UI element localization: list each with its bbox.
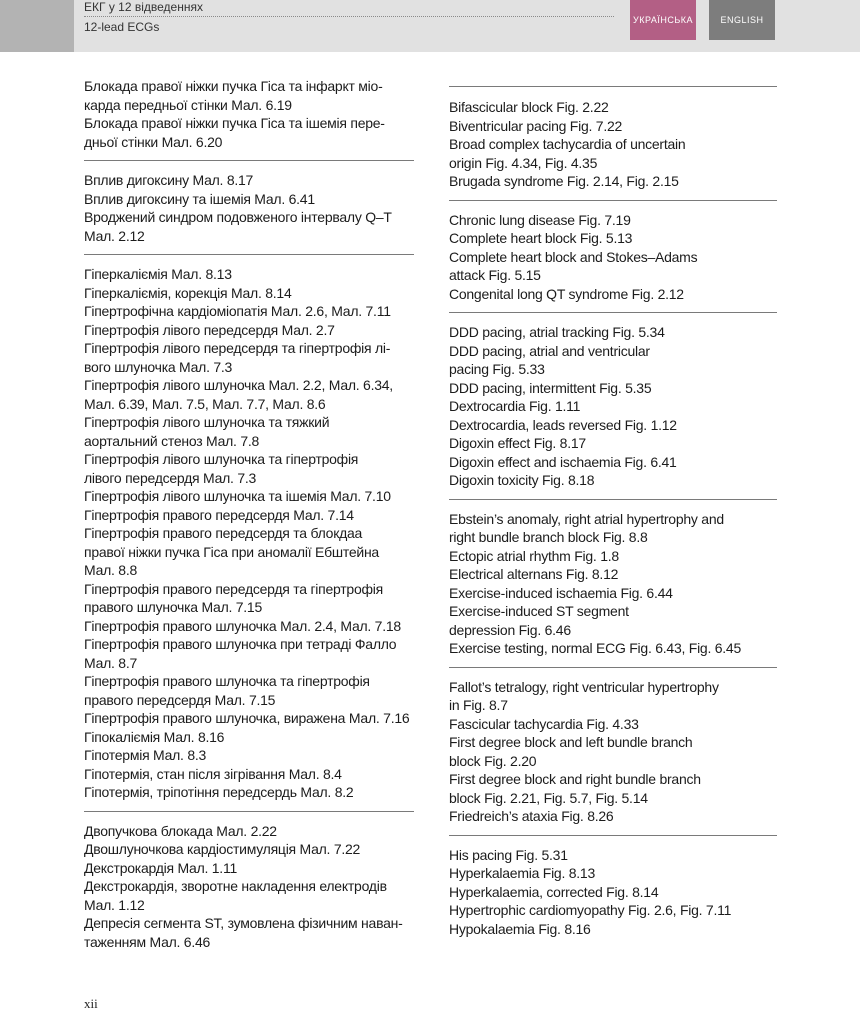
index-entry-line: Гіперкаліємія, корекція Мал. 8.14 [84, 284, 292, 301]
index-entry-line: лівого передсердя Мал. 7.3 [84, 469, 257, 486]
index-entry-line: Гіпертрофія лівого передсердя Мал. 2.7 [84, 321, 335, 338]
english-language-tab[interactable]: ENGLISH [709, 0, 775, 40]
index-entry-line: Гіпертрофія правого шлуночка при тетраді Фалло [84, 636, 397, 652]
index-entry-line: Мал. 8.7 [84, 654, 138, 671]
index-entry-line: Вплив дигоксину та ішемія Мал. 6.41 [84, 190, 315, 207]
index-entry-line: Bifascicular block Fig. 2.22 [449, 99, 609, 115]
index-entry-line: Exercise-induced ischaemia Fig. 6.44 [449, 584, 673, 601]
index-entry-line: block Fig. 2.21, Fig. 5.7, Fig. 5.14 [449, 789, 648, 806]
index-entry-line: Блокада правої ніжки пучка Гіса та ішемія пере- [84, 115, 385, 131]
index-entry-line: His pacing Fig. 5.31 [449, 846, 568, 863]
index-entry-line: Congenital long QT syndrome Fig. 2.12 [449, 285, 684, 302]
index-entry-line: Hyperkalaemia, corrected Fig. 8.14 [449, 883, 659, 900]
index-entry-line: Ebstein’s anomaly, right atrial hypertrophy and [449, 510, 724, 527]
index-entry-line: Complete heart block Fig. 5.13 [449, 230, 633, 246]
index-entry-line: Гіпотермія, стан після зігрівання Мал. 8.4 [84, 765, 342, 782]
index-entry-line: Гіпотермія, тріпотіння передсердь Мал. 8.2 [84, 784, 354, 800]
index-entry-line: Fallot’s tetralogy, right ventricular hypertrophy [449, 678, 719, 695]
index-entry-line: Гіпертрофія лівого шлуночка та гіпертрофія [84, 451, 359, 467]
index-entry-line: Brugada syndrome Fig. 2.14, Fig. 2.15 [449, 173, 679, 189]
index-entry-line: Fascicular tachycardia Fig. 4.33 [449, 715, 639, 732]
index-entry-line: Двопучкова блокада Мал. 2.22 [84, 822, 277, 839]
index-entry-line: аортальний стеноз Мал. 7.8 [84, 432, 260, 449]
index-entry-line: Hypokalaemia Fig. 8.16 [449, 920, 591, 937]
index-entry-line: in Fig. 8.7 [449, 697, 508, 713]
section-divider [84, 160, 414, 161]
index-entry-line: Hyperkalaemia Fig. 8.13 [449, 865, 595, 881]
index-entry-line: Гіпертрофія правого шлуночка Мал. 2.4, Мал. 7.18 [84, 617, 401, 634]
index-entry-line: Гіпертрофія правого передсердя Мал. 7.14 [84, 506, 354, 523]
index-entry-line: Exercise-induced ST segment [449, 603, 629, 619]
index-entry-line: Dextrocardia, leads reversed Fig. 1.12 [449, 416, 677, 433]
index-entry-line: Digoxin toxicity Fig. 8.18 [449, 472, 595, 488]
index-entry-line: Biventricular pacing Fig. 7.22 [449, 117, 623, 134]
page-header [0, 0, 860, 52]
english-index-column [449, 86, 777, 938]
index-entry-line: pacing Fig. 5.33 [449, 361, 545, 377]
ukrainian-language-tab[interactable]: УКРАЇНСЬКА [630, 0, 696, 40]
index-entry-line: depression Fig. 6.46 [449, 621, 571, 638]
ukrainian-index-column [84, 77, 414, 951]
index-entry-line: Dextrocardia Fig. 1.11 [449, 398, 581, 414]
index-entry-line: origin Fig. 4.34, Fig. 4.35 [449, 154, 598, 171]
section-divider [449, 312, 777, 313]
index-entry-line: Complete heart block and Stokes–Adams [449, 248, 698, 265]
index-entry-line: Гіпертрофія правого шлуночка та гіпертрофія [84, 673, 370, 689]
section-divider [449, 667, 777, 668]
index-entry-line: DDD pacing, atrial and ventricular [449, 342, 650, 359]
header-title-english: 12-lead ECGs [84, 20, 160, 34]
index-entry-line: Двошлуночкова кардіостимуляція Мал. 7.22 [84, 841, 361, 857]
index-entry-line: Digoxin effect Fig. 8.17 [449, 435, 586, 451]
index-entry-line: First degree block and left bundle branch [449, 734, 693, 750]
index-entry-line: DDD pacing, atrial tracking Fig. 5.34 [449, 324, 665, 340]
index-entry-line: Декстрокардія, зворотне накладення електродів [84, 878, 387, 894]
section-divider [84, 811, 414, 812]
index-entry-line: Гіпертрофія лівого шлуночка та тяжкий [84, 414, 330, 430]
index-entry-line: block Fig. 2.20 [449, 752, 537, 769]
index-entry-line: Блокада правої ніжки пучка Гіса та інфаркт міо- [84, 78, 383, 94]
index-entry-line: Digoxin effect and ischaemia Fig. 6.41 [449, 453, 677, 470]
section-divider [449, 200, 777, 201]
header-dotted-divider [84, 16, 614, 17]
section-divider [449, 835, 777, 836]
section-divider [449, 86, 777, 87]
index-entry-line: таженням Мал. 6.46 [84, 933, 211, 950]
index-entry-line: Гіпертрофія правого передсердя та гіпертрофія [84, 580, 383, 597]
index-entry-line: Friedreich’s ataxia Fig. 8.26 [449, 808, 614, 824]
index-entry-line: Electrical alternans Fig. 8.12 [449, 566, 619, 582]
index-entry-line: Вплив дигоксину Мал. 8.17 [84, 172, 254, 188]
index-entry-line: Гіпертрофічна кардіоміопатія Мал. 2.6, Мал. 7.11 [84, 303, 391, 319]
index-entry-line: Гіпертрофія правого шлуночка, виражена Мал. 7.16 [84, 710, 410, 726]
header-gray-strip [0, 0, 74, 52]
index-entry-line: Декстрокардія Мал. 1.11 [84, 859, 237, 876]
index-entry-line: правої ніжки пучка Гіса при аномалії Ебштейна [84, 543, 379, 560]
index-entry-line: Мал. 2.12 [84, 227, 145, 244]
section-divider [449, 499, 777, 500]
index-entry-line: attack Fig. 5.15 [449, 267, 541, 283]
index-entry-line: дньої стінки Мал. 6.20 [84, 133, 223, 150]
index-entry-line: First degree block and right bundle branch [449, 771, 701, 787]
index-entry-line: Гіпертрофія правого передсердя та блокдаа [84, 525, 363, 541]
index-entry-line: Broad complex tachycardia of uncertain [449, 136, 686, 152]
index-entry-line: карда передньої стінки Мал. 6.19 [84, 96, 292, 113]
index-entry-line: Chronic lung disease Fig. 7.19 [449, 211, 631, 228]
section-divider [84, 254, 414, 255]
index-entry-line: Мал. 6.39, Мал. 7.5, Мал. 7.7, Мал. 8.6 [84, 395, 326, 412]
index-entry-line: Гіпотермія Мал. 8.3 [84, 747, 207, 763]
index-entry-line: Гіперкаліємія Мал. 8.13 [84, 266, 232, 282]
index-entry-line: Мал. 1.12 [84, 896, 145, 913]
index-entry-line: Ectopic atrial rhythm Fig. 1.8 [449, 547, 619, 564]
index-entry-line: Мал. 8.8 [84, 562, 138, 578]
index-entry-line: Exercise testing, normal ECG Fig. 6.43, Fig. 6.45 [449, 640, 741, 656]
index-entry-line: вого шлуночка Мал. 7.3 [84, 358, 233, 375]
index-entry-line: Гіпертрофія лівого передсердя та гіпертрофія лі- [84, 340, 391, 356]
index-entry-line: Гіпокаліємія Мал. 8.16 [84, 728, 225, 745]
index-entry-line: Hypertrophic cardiomyopathy Fig. 2.6, Fig. 7.11 [449, 902, 732, 918]
index-entry-line: правого шлуночка Мал. 7.15 [84, 599, 263, 615]
header-title-ukrainian: ЕКГ у 12 відведеннях [84, 0, 203, 14]
page-number: xii [84, 996, 98, 1011]
index-entry-line: Гіпертрофія лівого шлуночка Мал. 2.2, Мал. 6.34, [84, 377, 393, 393]
index-entry-line: Вроджений синдром подовженого інтервалу Q–T [84, 209, 392, 225]
index-entry-line: right bundle branch block Fig. 8.8 [449, 529, 648, 545]
index-entry-line: DDD pacing, intermittent Fig. 5.35 [449, 379, 652, 396]
index-entry-line: Депресія сегмента ST, зумовлена фізичним наван- [84, 915, 403, 931]
index-entry-line: Гіпертрофія лівого шлуночка та ішемія Мал. 7.10 [84, 488, 391, 504]
index-entry-line: правого передсердя Мал. 7.15 [84, 691, 276, 708]
